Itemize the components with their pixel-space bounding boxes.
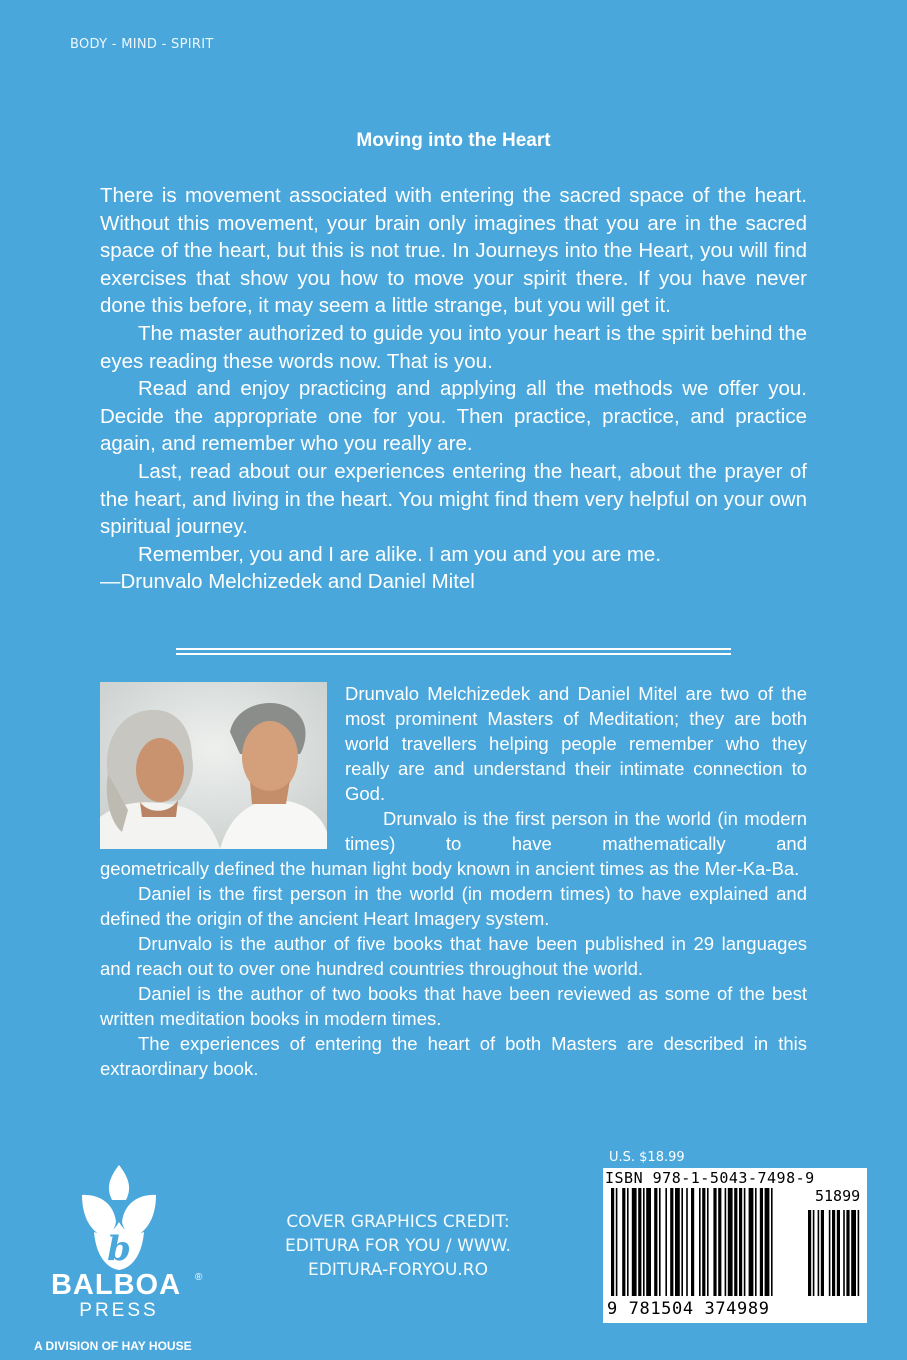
- barcode-bar: [681, 1188, 683, 1296]
- barcode-bar: [611, 1188, 614, 1296]
- bio-paragraph: Daniel is the author of two books that have been reviewed as some of the best written meditation books in modern times.: [100, 983, 807, 1029]
- barcode-bar: [622, 1188, 625, 1296]
- barcode-bar: [765, 1188, 770, 1296]
- barcode-bar: [691, 1188, 694, 1296]
- barcode-bar: [832, 1210, 835, 1296]
- barcode-bar: [627, 1188, 629, 1296]
- barcode-bar: [818, 1210, 820, 1296]
- barcode-bar: [734, 1188, 737, 1296]
- publisher-sub: PRESS: [79, 1300, 159, 1321]
- barcode-bar: [755, 1188, 757, 1296]
- barcode-bar: [675, 1188, 680, 1296]
- blurb-text: [100, 182, 807, 596]
- barcode-bar: [843, 1210, 845, 1296]
- barcode-bar: [646, 1188, 651, 1296]
- barcode-bar: [632, 1188, 637, 1296]
- barcode-bar: [638, 1188, 641, 1296]
- blurb-paragraph: The master authorized to guide you into your heart is the spirit behind the eyes reading these words now. That is you.: [100, 321, 807, 373]
- bio-paragraph: Drunvalo is the author of five books that have been published in 29 languages and reach out to over one hundred countries throughout the world.: [100, 933, 807, 979]
- barcode-bar: [813, 1210, 815, 1296]
- barcode-bar: [846, 1210, 849, 1296]
- bio-paragraph: Drunvalo is the first person in the world (in modern times) to have mathematically and: [345, 808, 807, 854]
- bio-paragraph: geometrically defined the human light body known in ancient times as the Mer-Ka-Ba.: [100, 858, 800, 879]
- barcode-bar: [808, 1210, 811, 1296]
- blurb-paragraph: Read and enjoy practicing and applying all the methods we offer you. Decide the appropriate one for you. Then practice, practice, and practice again, and remember who you really are.: [100, 377, 807, 456]
- barcode-bar: [771, 1188, 773, 1296]
- barcode-bar: [616, 1188, 618, 1296]
- barcode-bar: [858, 1210, 860, 1296]
- blurb-paragraph: Remember, you and I are alike. I am you and you are me.: [138, 542, 662, 566]
- blurb-paragraph: Last, read about our experiences entering the heart, about the prayer of the heart, and living in the heart. You might find them very helpful on your own spiritual journey.: [100, 459, 807, 539]
- barcode-bar: [665, 1188, 667, 1296]
- bio-paragraph: Daniel is the first person in the world (in modern times) to have explained and defined the origin of the ancient Heart Imagery system.: [100, 883, 807, 929]
- cover-credits: [262, 1210, 534, 1282]
- isbn-text: ISBN 978-1-5043-7498-9: [605, 1169, 815, 1187]
- bio-paragraph: Drunvalo Melchizedek and Daniel Mitel are two of the most prominent Masters of Meditation; they are both world travellers helping people remember who they really are and understand their intimate connection to God.: [345, 683, 807, 804]
- author-bio-bottom: [100, 856, 807, 1081]
- barcode-bar: [707, 1188, 709, 1296]
- barcode-addon-code: 51899: [815, 1187, 861, 1205]
- barcode-bar: [851, 1210, 856, 1296]
- barcode-bar: [713, 1188, 716, 1296]
- blurb-title: Moving into the Heart: [356, 130, 551, 151]
- publisher-logo: [34, 1160, 204, 1330]
- barcode-bar: [829, 1210, 831, 1296]
- blurb-signature: —Drunvalo Melchizedek and Daniel Mitel: [100, 570, 475, 594]
- barcode-bar: [654, 1188, 657, 1296]
- author-photo: [100, 682, 327, 849]
- barcode-bar: [821, 1210, 824, 1296]
- blurb-paragraph: There is movement associated with entering the sacred space of the heart. Without this movement, your brain only imagines that you are in the sacred space of the heart, but this is not true. In Journeys into the Heart, you will find exercises that show you how to move your spirit there. If you have never done this before, it may seem a little strange, but you will get it.: [100, 184, 807, 318]
- barcode-bar: [728, 1188, 733, 1296]
- credits-line: EDITURA FOR YOU / WWW.: [285, 1236, 511, 1256]
- category-label: BODY - MIND - SPIRIT: [70, 37, 214, 52]
- barcode-bar: [686, 1188, 688, 1296]
- trademark-symbol: ®: [195, 1272, 203, 1283]
- divider-line-top: [176, 648, 731, 650]
- price-label: U.S. $18.99: [609, 1150, 685, 1165]
- credits-line: COVER GRAPHICS CREDIT:: [286, 1212, 510, 1232]
- divider-line-bottom: [176, 653, 731, 655]
- barcode-bar: [739, 1188, 742, 1296]
- barcode-bar: [725, 1188, 727, 1296]
- barcode-bar: [718, 1188, 721, 1296]
- publisher-name: BALBOA: [50, 1269, 182, 1301]
- barcode-bar: [749, 1188, 754, 1296]
- barcode-bar: [659, 1188, 661, 1296]
- bio-paragraph: The experiences of entering the heart of both Masters are described in this extraordinary book.: [100, 1033, 807, 1079]
- ean-digits: 9 781504 374989: [607, 1299, 770, 1319]
- barcode-bar: [702, 1188, 705, 1296]
- barcode-bar: [670, 1188, 673, 1296]
- logo-letter: b: [107, 1229, 131, 1269]
- barcode-bar: [699, 1188, 701, 1296]
- barcode-bar: [744, 1188, 746, 1296]
- author-bio-top: [345, 681, 807, 856]
- barcode-bar: [837, 1210, 840, 1296]
- barcode-bar: [643, 1188, 645, 1296]
- credits-line: EDITURA-FORYOU.RO: [308, 1260, 488, 1280]
- publisher-division: A DIVISION OF HAY HOUSE: [34, 1339, 192, 1353]
- barcode-bar: [760, 1188, 763, 1296]
